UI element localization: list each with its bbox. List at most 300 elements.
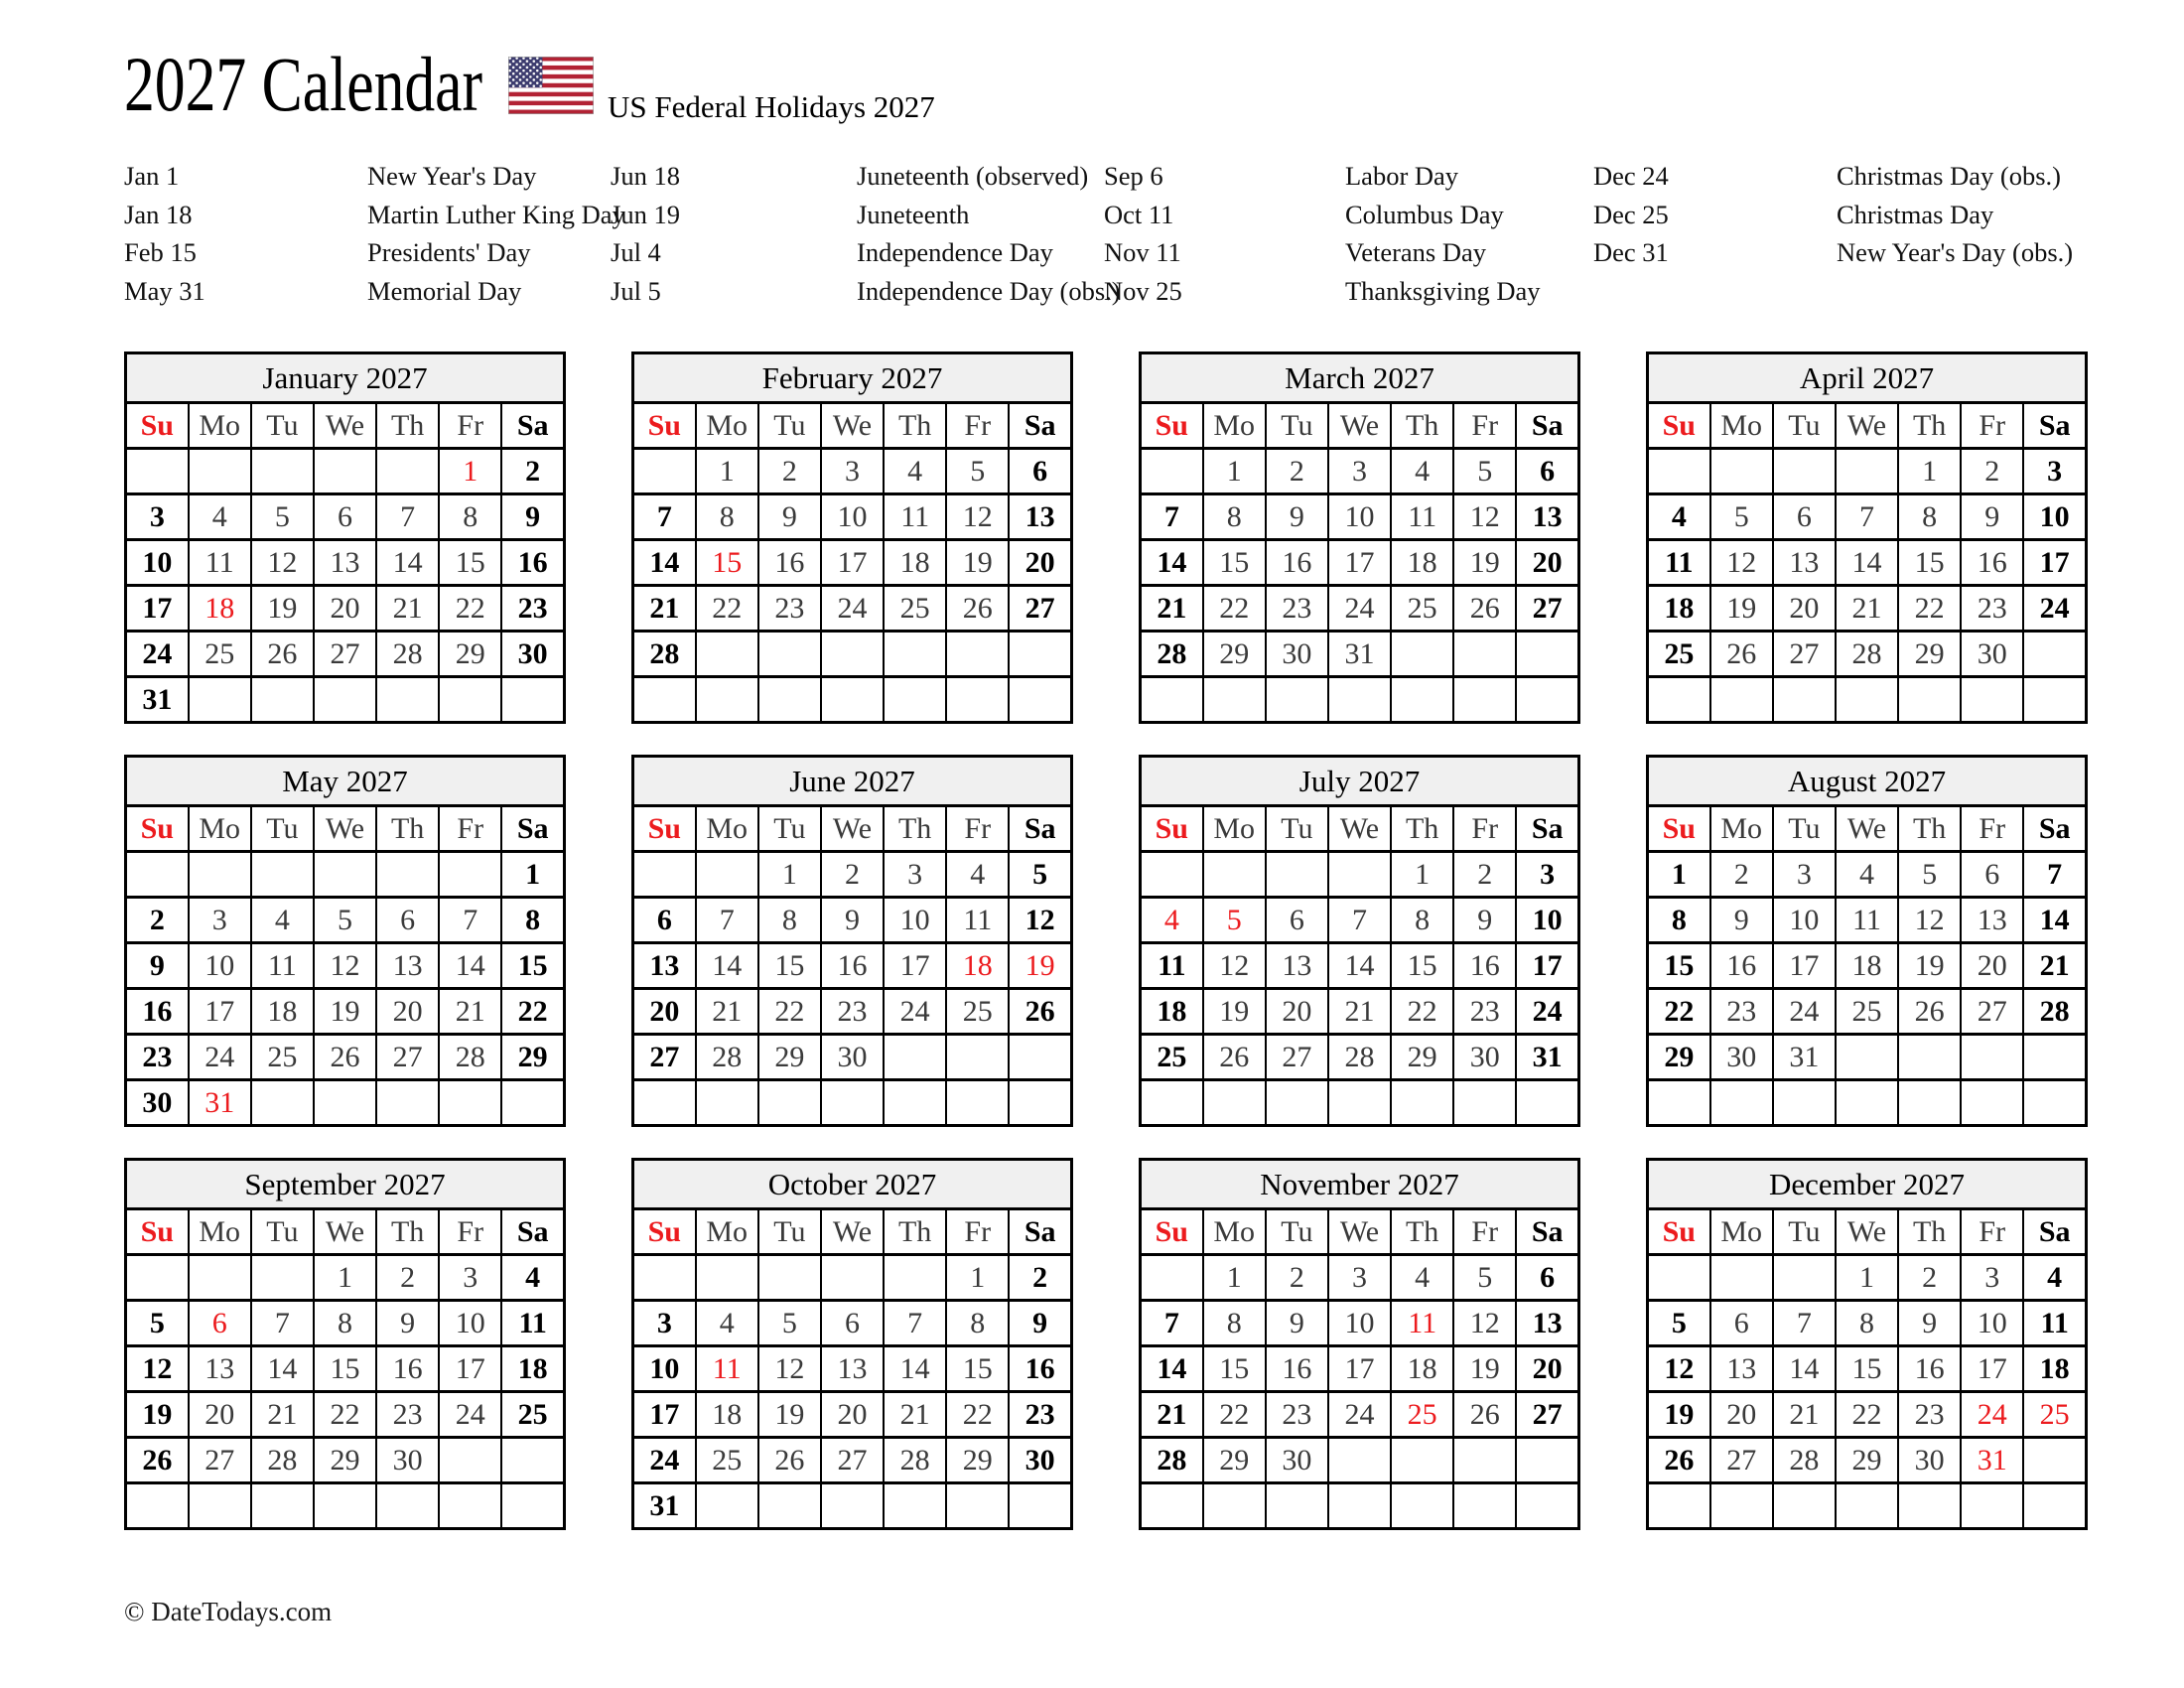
date-cell: 14 [1328,943,1391,989]
date-cell: 15 [946,1346,1009,1392]
empty-cell [251,1080,314,1126]
date-cell: 20 [314,586,376,632]
date-cell: 11 [696,1346,758,1392]
date-cell: 15 [1898,540,1961,586]
weekday-label-mo: Mo [1710,1209,1773,1255]
empty-cell [696,677,758,723]
date-cell: 2 [1453,852,1516,898]
empty-cell [376,449,439,494]
empty-cell [376,852,439,898]
date-cell: 5 [314,898,376,943]
holiday-name: Labor Day [1345,161,1459,191]
date-cell: 26 [1898,989,1961,1035]
date-cell: 20 [821,1392,884,1438]
empty-cell [1516,632,1578,677]
date-cell: 22 [501,989,564,1035]
month-july [1139,755,1580,1127]
empty-cell [1898,1035,1961,1080]
date-cell: 18 [696,1392,758,1438]
empty-cell [251,677,314,723]
empty-cell [439,852,501,898]
empty-cell [1009,1080,1071,1126]
date-cell: 31 [1773,1035,1836,1080]
date-cell: 9 [1266,1301,1328,1346]
date-cell: 3 [1516,852,1578,898]
date-cell: 2 [1266,449,1328,494]
date-cell: 21 [1836,586,1898,632]
weekday-label-th: Th [376,403,439,449]
weekday-label-th: Th [376,1209,439,1255]
month-title: September 2027 [126,1160,565,1209]
date-cell: 25 [1391,1392,1453,1438]
date-cell: 25 [2023,1392,2086,1438]
month-october [631,1158,1073,1530]
date-cell: 24 [884,989,946,1035]
weekday-label-mo: Mo [189,1209,251,1255]
weekday-label-sa: Sa [2023,403,2086,449]
date-cell: 22 [1898,586,1961,632]
date-cell: 19 [1453,540,1516,586]
empty-cell [758,1255,821,1301]
weekday-label-fr: Fr [1961,1209,2023,1255]
holiday-date: Oct 11 [1104,199,1174,229]
month-january [124,352,566,724]
empty-cell [1773,1483,1836,1529]
empty-cell [1141,449,1203,494]
date-cell: 10 [821,494,884,540]
weekday-label-mo: Mo [189,403,251,449]
date-cell: 18 [501,1346,564,1392]
weekday-label-tu: Tu [251,806,314,852]
date-cell: 27 [1009,586,1071,632]
date-cell: 11 [501,1301,564,1346]
date-cell: 2 [821,852,884,898]
date-cell: 24 [2023,586,2086,632]
date-cell: 26 [314,1035,376,1080]
date-cell: 6 [1773,494,1836,540]
empty-cell [1453,1483,1516,1529]
date-cell: 5 [1898,852,1961,898]
weekday-label-fr: Fr [946,1209,1009,1255]
date-cell: 13 [633,943,696,989]
date-cell: 16 [758,540,821,586]
date-cell: 29 [758,1035,821,1080]
federal-holiday-list [124,157,2073,310]
date-cell: 31 [1961,1438,2023,1483]
date-cell: 19 [1710,586,1773,632]
date-cell: 30 [1710,1035,1773,1080]
date-cell: 18 [884,540,946,586]
empty-cell [376,1483,439,1529]
empty-cell [1141,852,1203,898]
weekday-label-we: We [1836,1209,1898,1255]
weekday-label-sa: Sa [1516,806,1578,852]
date-cell: 2 [501,449,564,494]
date-cell: 23 [1710,989,1773,1035]
date-cell: 13 [376,943,439,989]
weekday-label-tu: Tu [758,806,821,852]
date-cell: 6 [821,1301,884,1346]
date-cell: 24 [1961,1392,2023,1438]
empty-cell [314,449,376,494]
weekday-label-fr: Fr [1961,403,2023,449]
date-cell: 19 [314,989,376,1035]
empty-cell [696,1080,758,1126]
empty-cell [1648,1483,1710,1529]
date-cell: 31 [1328,632,1391,677]
weekday-label-tu: Tu [1266,403,1328,449]
empty-cell [1961,1483,2023,1529]
date-cell: 9 [1961,494,2023,540]
date-cell: 20 [1516,1346,1578,1392]
empty-cell [1648,449,1710,494]
date-cell: 4 [501,1255,564,1301]
empty-cell [1141,1255,1203,1301]
date-cell: 20 [1009,540,1071,586]
empty-cell [251,1483,314,1529]
weekday-label-fr: Fr [1961,806,2023,852]
weekday-label-fr: Fr [1453,403,1516,449]
empty-cell [1710,677,1773,723]
date-cell: 4 [1391,1255,1453,1301]
date-cell: 10 [1516,898,1578,943]
weekday-label-tu: Tu [251,1209,314,1255]
holiday-date: Nov 11 [1104,237,1181,267]
date-cell: 4 [696,1301,758,1346]
weekday-label-th: Th [1898,403,1961,449]
date-cell: 11 [1648,540,1710,586]
date-cell: 23 [1009,1392,1071,1438]
date-cell: 20 [189,1392,251,1438]
empty-cell [314,677,376,723]
date-cell: 25 [1141,1035,1203,1080]
date-cell: 23 [376,1392,439,1438]
date-cell: 25 [696,1438,758,1483]
date-cell: 30 [1453,1035,1516,1080]
date-cell: 9 [126,943,189,989]
empty-cell [1203,1483,1266,1529]
date-cell: 25 [1648,632,1710,677]
month-title: March 2027 [1141,353,1579,403]
date-cell: 18 [1141,989,1203,1035]
empty-cell [1516,1080,1578,1126]
date-cell: 17 [1328,1346,1391,1392]
empty-cell [1391,1080,1453,1126]
date-cell: 3 [884,852,946,898]
weekday-label-fr: Fr [1453,1209,1516,1255]
date-cell: 2 [1266,1255,1328,1301]
date-cell: 14 [251,1346,314,1392]
weekday-label-mo: Mo [1203,806,1266,852]
date-cell: 6 [633,898,696,943]
month-september [124,1158,566,1530]
weekday-label-sa: Sa [1516,1209,1578,1255]
date-cell: 24 [1328,586,1391,632]
empty-cell [501,1080,564,1126]
date-cell: 4 [1648,494,1710,540]
date-cell: 17 [439,1346,501,1392]
empty-cell [1648,677,1710,723]
empty-cell [633,852,696,898]
date-cell: 15 [758,943,821,989]
date-cell: 16 [126,989,189,1035]
date-cell: 1 [314,1255,376,1301]
empty-cell [1836,1483,1898,1529]
date-cell: 19 [946,540,1009,586]
empty-cell [821,1483,884,1529]
date-cell: 3 [1328,1255,1391,1301]
date-cell: 20 [1516,540,1578,586]
date-cell: 28 [696,1035,758,1080]
date-cell: 2 [376,1255,439,1301]
empty-cell [439,1080,501,1126]
date-cell: 25 [501,1392,564,1438]
date-cell: 10 [884,898,946,943]
date-cell: 13 [189,1346,251,1392]
date-cell: 5 [126,1301,189,1346]
date-cell: 19 [251,586,314,632]
empty-cell [821,1255,884,1301]
date-cell: 28 [633,632,696,677]
date-cell: 1 [501,852,564,898]
weekday-label-we: We [1836,403,1898,449]
empty-cell [251,1255,314,1301]
date-cell: 2 [1710,852,1773,898]
empty-cell [696,852,758,898]
date-cell: 23 [758,586,821,632]
date-cell: 14 [1141,1346,1203,1392]
empty-cell [439,1438,501,1483]
date-cell: 18 [946,943,1009,989]
empty-cell [633,1080,696,1126]
date-cell: 9 [758,494,821,540]
empty-cell [1009,632,1071,677]
date-cell: 29 [439,632,501,677]
weekday-label-th: Th [1898,806,1961,852]
weekday-label-we: We [821,1209,884,1255]
date-cell: 21 [251,1392,314,1438]
date-cell: 13 [821,1346,884,1392]
holiday-date: Dec 24 [1593,161,1669,191]
empty-cell [1898,1483,1961,1529]
date-cell: 26 [946,586,1009,632]
date-cell: 12 [1710,540,1773,586]
date-cell: 4 [884,449,946,494]
empty-cell [1328,852,1391,898]
date-cell: 18 [1391,1346,1453,1392]
date-cell: 13 [1961,898,2023,943]
empty-cell [884,1035,946,1080]
date-cell: 19 [1009,943,1071,989]
weekday-label-th: Th [1391,403,1453,449]
weekday-label-su: Su [633,1209,696,1255]
page-title: 2027 Calendar [124,41,483,127]
date-cell: 22 [696,586,758,632]
date-cell: 26 [1453,1392,1516,1438]
date-cell: 29 [946,1438,1009,1483]
date-cell: 15 [501,943,564,989]
date-cell: 25 [251,1035,314,1080]
date-cell: 30 [1898,1438,1961,1483]
month-title: August 2027 [1648,757,2087,806]
date-cell: 17 [126,586,189,632]
date-cell: 16 [1961,540,2023,586]
date-cell: 16 [1266,1346,1328,1392]
empty-cell [884,632,946,677]
date-cell: 1 [1203,1255,1266,1301]
date-cell: 17 [1961,1346,2023,1392]
date-cell: 26 [1710,632,1773,677]
holiday-date: Jun 18 [611,161,680,191]
weekday-label-su: Su [1648,403,1710,449]
empty-cell [1453,632,1516,677]
weekday-label-th: Th [1391,806,1453,852]
page-subtitle: US Federal Holidays 2027 [608,89,935,124]
month-title: February 2027 [633,353,1072,403]
date-cell: 7 [1836,494,1898,540]
weekday-label-th: Th [1898,1209,1961,1255]
holiday-date [1593,272,1837,311]
date-cell: 22 [1203,586,1266,632]
date-cell: 21 [1141,1392,1203,1438]
empty-cell [501,1483,564,1529]
date-cell: 2 [1009,1255,1071,1301]
date-cell: 7 [376,494,439,540]
empty-cell [884,1080,946,1126]
date-cell: 3 [1773,852,1836,898]
date-cell: 29 [1648,1035,1710,1080]
weekday-label-th: Th [376,806,439,852]
empty-cell [1141,1080,1203,1126]
holiday-name: Presidents' Day [367,237,531,267]
month-february [631,352,1073,724]
empty-cell [946,632,1009,677]
month-title: May 2027 [126,757,565,806]
weekday-label-mo: Mo [696,403,758,449]
date-cell: 30 [1009,1438,1071,1483]
date-cell: 3 [633,1301,696,1346]
date-cell: 8 [696,494,758,540]
date-cell: 12 [1453,494,1516,540]
date-cell: 14 [884,1346,946,1392]
date-cell: 1 [758,852,821,898]
empty-cell [1391,677,1453,723]
weekday-label-su: Su [1141,403,1203,449]
date-cell: 21 [1141,586,1203,632]
date-cell: 31 [189,1080,251,1126]
date-cell: 23 [1266,586,1328,632]
date-cell: 8 [946,1301,1009,1346]
holiday-name: Thanksgiving Day [1345,275,1541,306]
date-cell: 12 [946,494,1009,540]
holiday-date: Jan 1 [124,161,180,191]
weekday-label-mo: Mo [696,1209,758,1255]
date-cell: 22 [1203,1392,1266,1438]
date-cell: 21 [376,586,439,632]
empty-cell [1266,1080,1328,1126]
holiday-date: May 31 [124,275,205,306]
weekday-label-we: We [1328,806,1391,852]
date-cell: 12 [251,540,314,586]
date-cell: 10 [189,943,251,989]
date-cell: 2 [758,449,821,494]
date-cell: 3 [189,898,251,943]
date-cell: 16 [1710,943,1773,989]
date-cell: 25 [1836,989,1898,1035]
empty-cell [1391,1438,1453,1483]
date-cell: 24 [821,586,884,632]
date-cell: 1 [1898,449,1961,494]
date-cell: 20 [1710,1392,1773,1438]
date-cell: 28 [376,632,439,677]
date-cell: 19 [1453,1346,1516,1392]
empty-cell [1141,677,1203,723]
date-cell: 7 [439,898,501,943]
empty-cell [946,1080,1009,1126]
date-cell: 12 [1453,1301,1516,1346]
date-cell: 26 [126,1438,189,1483]
date-cell: 3 [1961,1255,2023,1301]
date-cell: 6 [314,494,376,540]
empty-cell [2023,1438,2086,1483]
empty-cell [1391,1483,1453,1529]
weekday-label-we: We [1328,1209,1391,1255]
date-cell: 18 [251,989,314,1035]
date-cell: 12 [758,1346,821,1392]
date-cell: 29 [1836,1438,1898,1483]
holiday-date: Feb 15 [124,237,197,267]
date-cell: 16 [1009,1346,1071,1392]
date-cell: 9 [821,898,884,943]
us-flag-icon [508,57,594,114]
empty-cell [376,1080,439,1126]
site-credit: © DateTodays.com [124,1597,333,1626]
month-title: December 2027 [1648,1160,2087,1209]
date-cell: 26 [251,632,314,677]
empty-cell [1710,1080,1773,1126]
date-cell: 4 [2023,1255,2086,1301]
empty-cell [314,852,376,898]
date-cell: 18 [2023,1346,2086,1392]
weekday-label-fr: Fr [946,806,1009,852]
date-cell: 5 [1203,898,1266,943]
date-cell: 8 [501,898,564,943]
date-cell: 9 [1453,898,1516,943]
empty-cell [884,1255,946,1301]
empty-cell [1648,1255,1710,1301]
month-august [1646,755,2088,1127]
holiday-name: Independence Day (obs.) [857,275,1121,306]
date-cell: 19 [1898,943,1961,989]
date-cell: 26 [758,1438,821,1483]
weekday-label-tu: Tu [1773,806,1836,852]
weekday-label-tu: Tu [251,403,314,449]
empty-cell [189,1483,251,1529]
date-cell: 3 [821,449,884,494]
date-cell: 27 [633,1035,696,1080]
empty-cell [821,1080,884,1126]
date-cell: 8 [1648,898,1710,943]
empty-cell [1773,677,1836,723]
weekday-label-su: Su [633,403,696,449]
weekday-label-sa: Sa [1516,403,1578,449]
month-april [1646,352,2088,724]
date-cell: 11 [1836,898,1898,943]
date-cell: 1 [1648,852,1710,898]
date-cell: 15 [1203,540,1266,586]
date-cell: 25 [1391,586,1453,632]
weekday-label-th: Th [1391,1209,1453,1255]
